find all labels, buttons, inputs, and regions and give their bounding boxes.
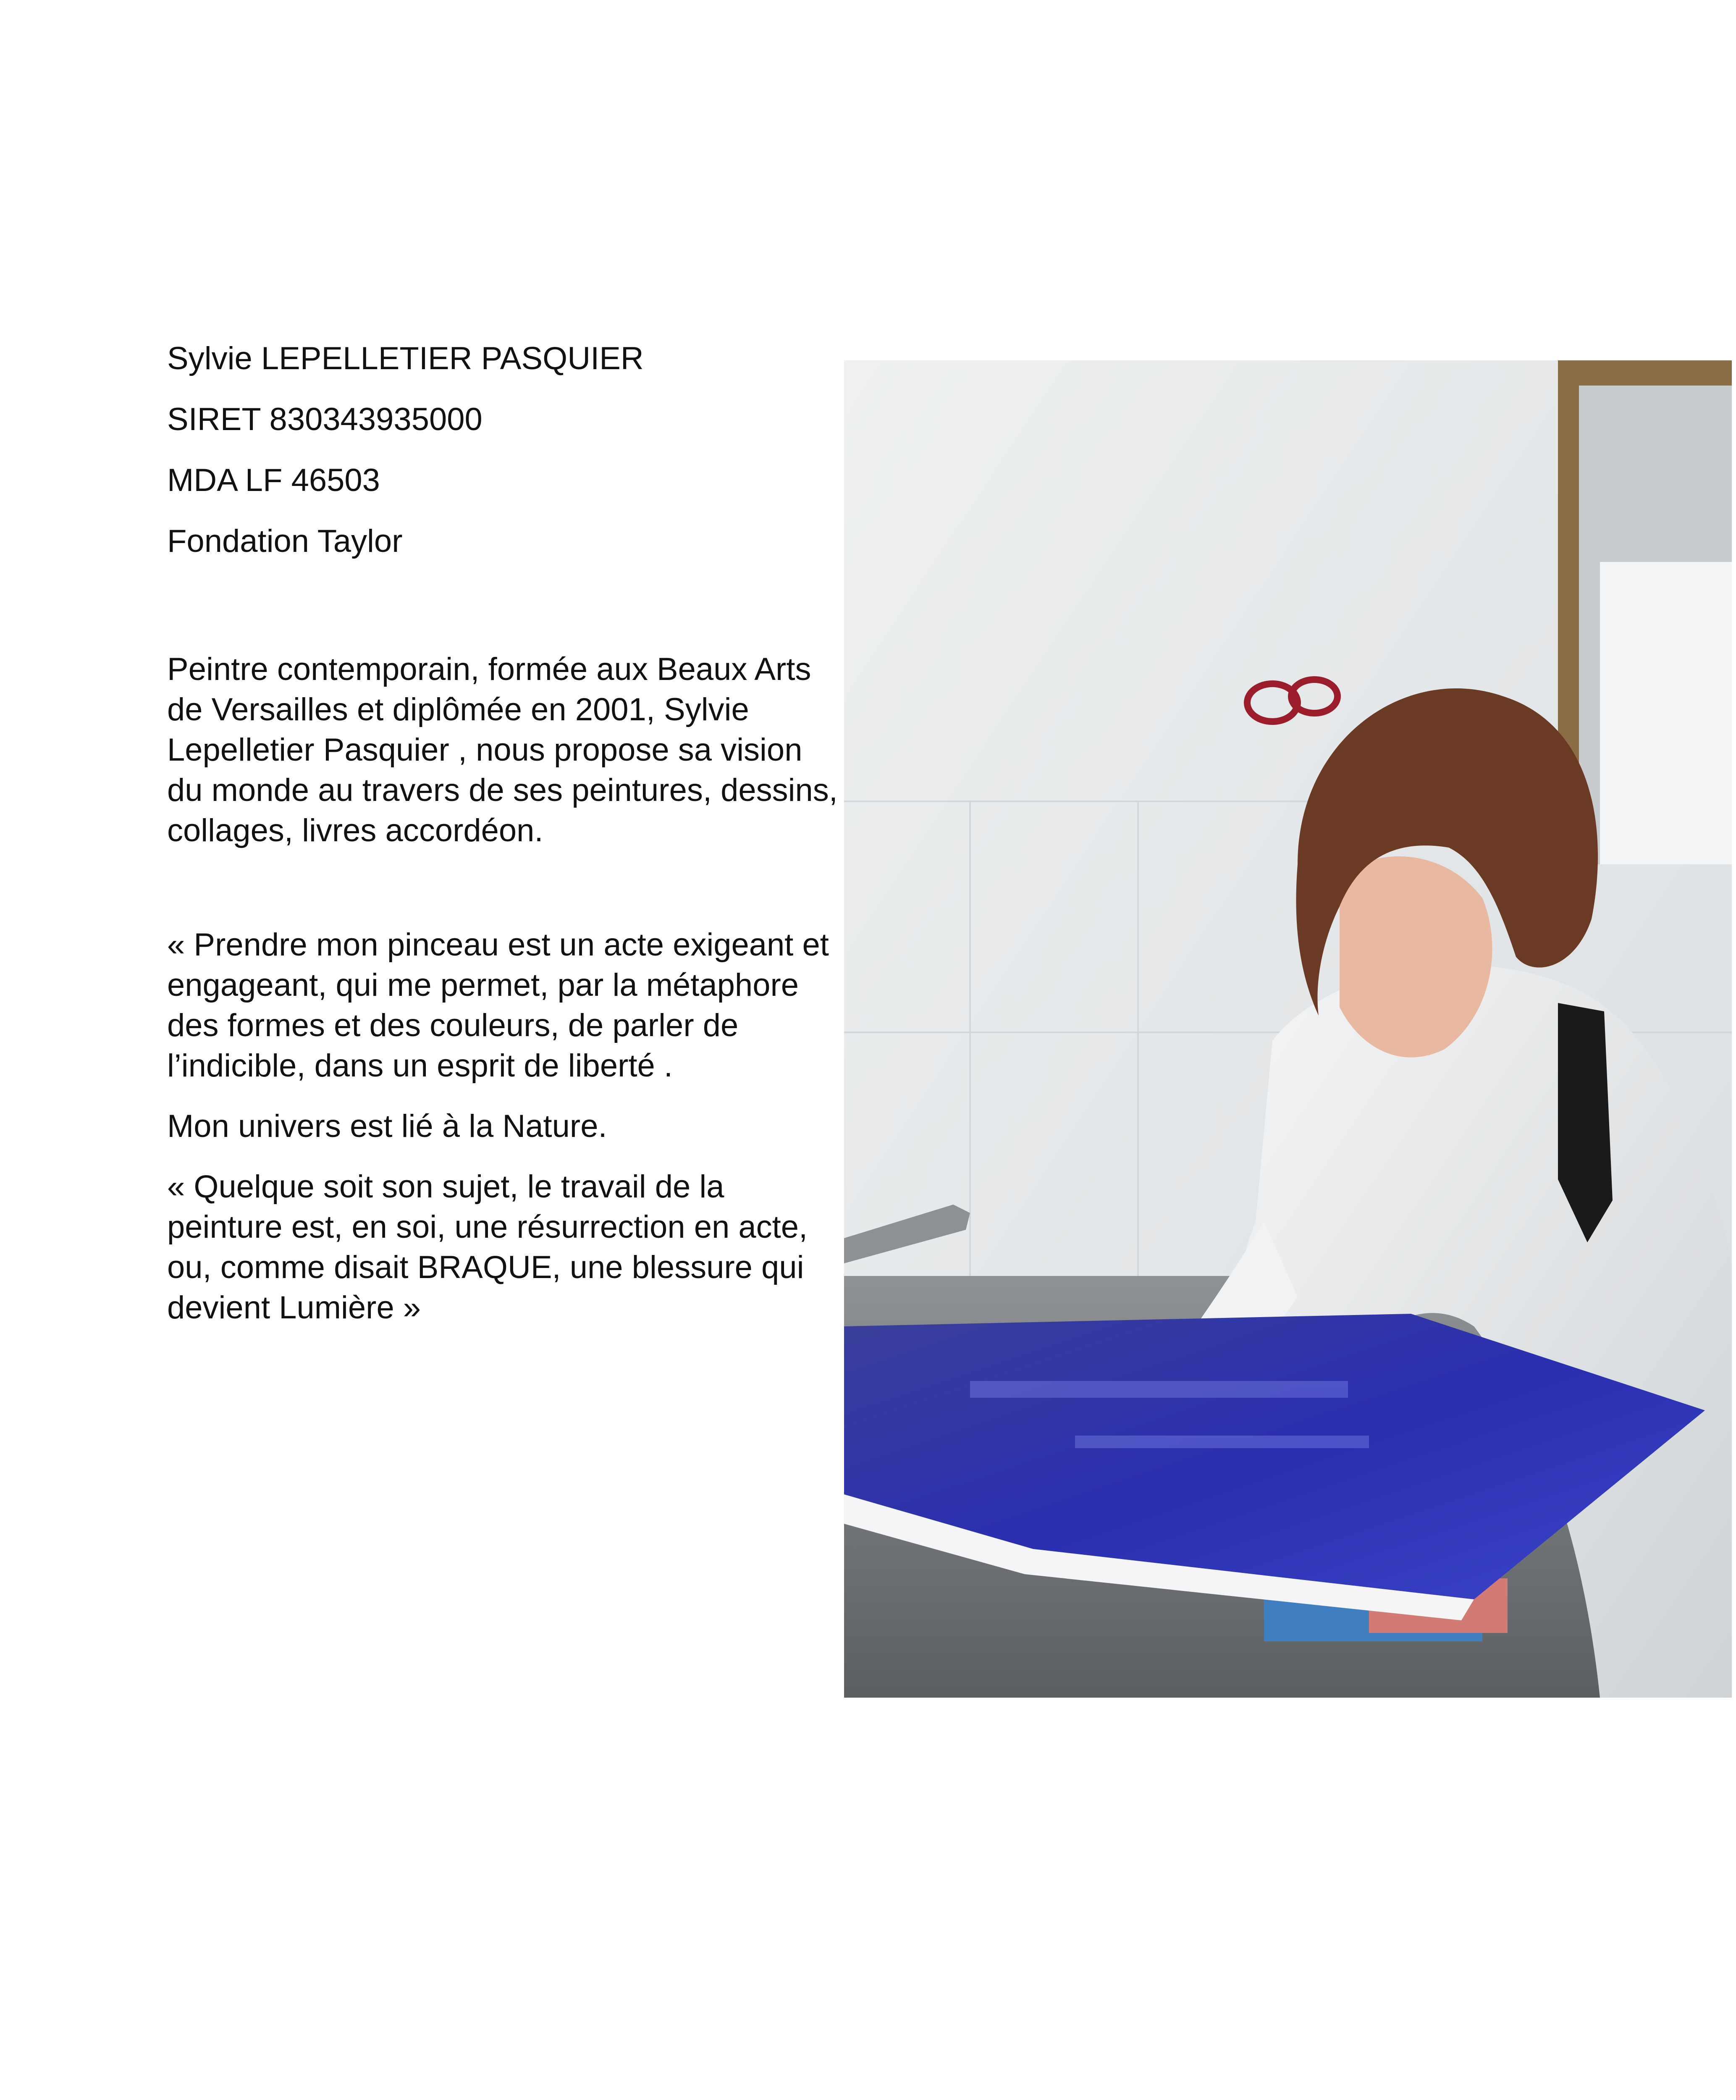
siret-number: SIRET 830343935000 [167, 402, 483, 437]
bio-intro-paragraph: Peintre contemporain, formée aux Beaux Arts de Versailles et diplômée en 2001, Sylvie Lepelletier Pasquier , nous propose sa vision du monde au travers de ses peintures, dessins, collages, livres accordéon. [167, 651, 838, 848]
artist-at-work-photo [844, 360, 1732, 1698]
photo-illustration [844, 360, 1732, 1698]
nature-statement: Mon univers est lié à la Nature. [167, 1108, 607, 1144]
artist-name: Sylvie LEPELLETIER PASQUIER [167, 341, 644, 376]
text-column [167, 339, 839, 1328]
braque-quote-paragraph: « Quelque soit son sujet, le travail de la peinture est, en soi, une résurrection en acte, ou, comme disait BRAQUE, une blessure qui devient Lumière » [167, 1169, 808, 1326]
mda-number: MDA LF 46503 [167, 462, 380, 498]
artist-quote-paragraph: « Prendre mon pinceau est un acte exigeant et engageant, qui me permet, par la métaphore des formes et des couleurs, de parler de l’indicible, dans un esprit de liberté . [167, 927, 829, 1084]
foundation-name: Fondation Taylor [167, 523, 403, 559]
